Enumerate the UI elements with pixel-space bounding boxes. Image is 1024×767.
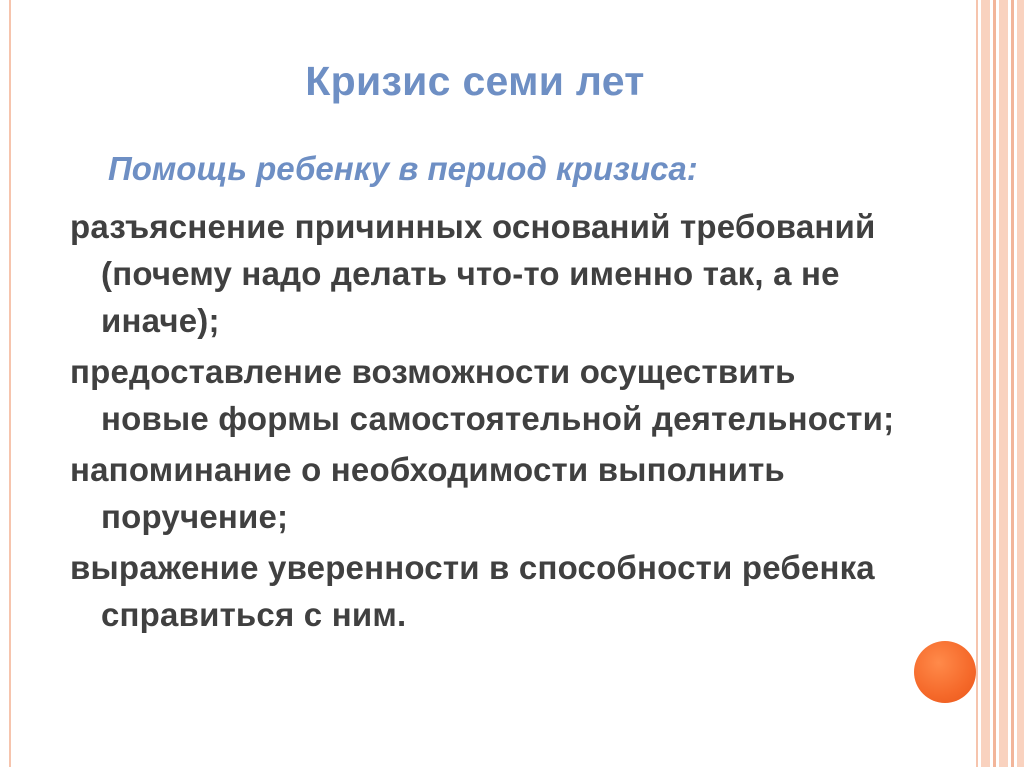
left-frame-line xyxy=(9,0,11,767)
slide-title: Кризис семи лет xyxy=(305,58,645,104)
right-decorative-stripes xyxy=(972,0,1024,767)
slide-subtitle: Помощь ребенку в период кризиса: xyxy=(108,150,698,187)
list-item: выражение уверенности в способности ребенка справиться с ним. xyxy=(70,549,875,633)
list-item: напоминание о необходимости выполнить поручение; xyxy=(70,451,785,535)
list-item: разъяснение причинных оснований требований (почему надо делать что-то именно так, а не иначе); xyxy=(70,208,876,339)
list-item: предоставление возможности осуществить новые формы самостоятельной деятельности; xyxy=(70,353,895,437)
orange-circle-decoration xyxy=(914,641,976,703)
bullet-list xyxy=(70,203,910,642)
